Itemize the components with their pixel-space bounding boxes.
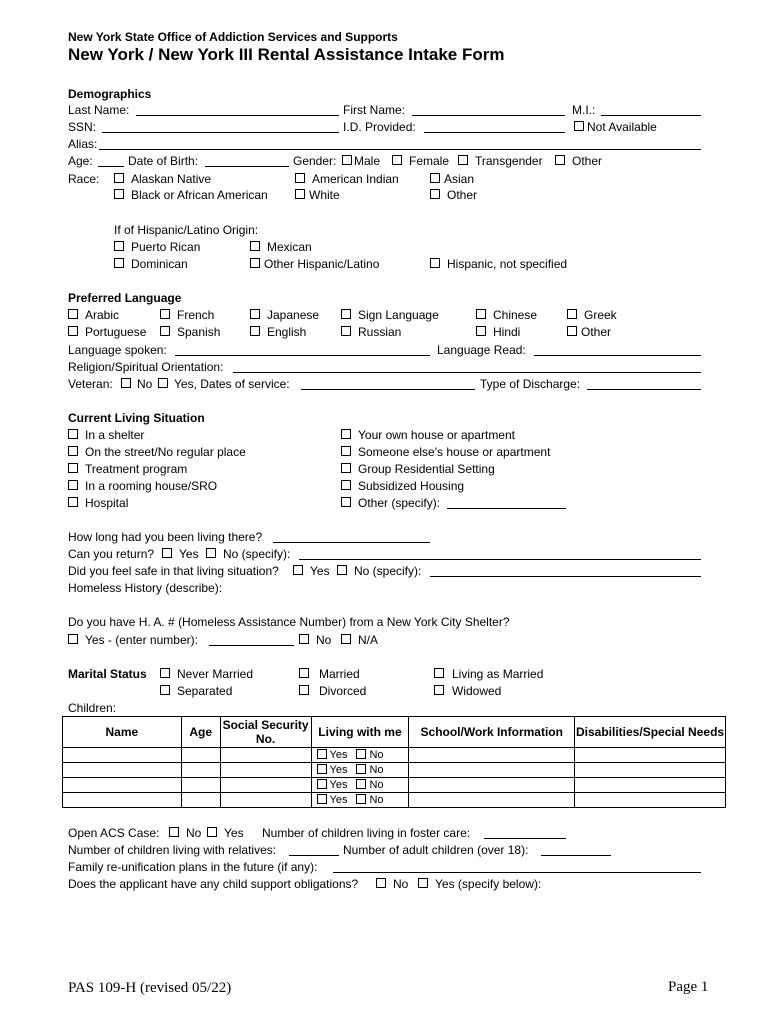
id-provided-label: I.D. Provided: [343, 120, 416, 134]
widowed-checkbox[interactable] [434, 685, 444, 695]
race-american-indian-checkbox[interactable] [295, 173, 305, 183]
adult-children-label: Number of adult children (over 18): [343, 843, 529, 857]
race-asian-checkbox[interactable] [430, 173, 440, 183]
hispanic-origin-label: If of Hispanic/Latino Origin: [114, 223, 259, 237]
gender-female-checkbox[interactable] [392, 155, 402, 165]
child-disabilities-cell[interactable] [575, 793, 726, 808]
lang-english-checkbox[interactable] [250, 326, 260, 336]
children-table [62, 716, 726, 808]
living-with-me-cell [311, 793, 409, 808]
lang-french-checkbox[interactable] [160, 309, 170, 319]
child-school-cell[interactable] [409, 778, 575, 793]
living-with-me-cell [311, 763, 409, 778]
divorced-label: Divorced [319, 684, 367, 698]
children-label: Children: [68, 701, 117, 715]
living-heading: Current Living Situation [68, 411, 205, 425]
table-row [63, 793, 726, 808]
living-street-label: On the street/No regular place [85, 445, 246, 459]
race-alaskan-checkbox[interactable] [114, 173, 124, 183]
child-name-cell[interactable] [63, 778, 182, 793]
col-name: Name [63, 717, 182, 748]
lang-russian-checkbox[interactable] [341, 326, 351, 336]
feel-safe-label: Did you feel safe in that living situation? [68, 564, 279, 578]
religion-field[interactable] [233, 372, 701, 373]
race-alaskan-label: Alaskan Native [131, 172, 212, 186]
child-name-cell[interactable] [63, 748, 182, 763]
feel-safe-yes-label: Yes [310, 564, 330, 578]
living-subsidized-checkbox[interactable] [341, 480, 351, 490]
homeless-history-label: Homeless History (describe): [68, 581, 223, 595]
alias-label: Alias: [68, 137, 98, 151]
col-living-with-me: Living with me [311, 717, 409, 748]
lang-japanese-checkbox[interactable] [250, 309, 260, 319]
lang-portuguese-label: Portuguese [85, 325, 147, 339]
with-relatives-field[interactable] [289, 855, 339, 856]
ssn-field[interactable] [102, 132, 339, 133]
living-no-checkbox[interactable] [356, 764, 366, 774]
child-ssn-cell[interactable] [220, 763, 311, 778]
living-rooming-label: In a rooming house/SRO [85, 479, 218, 493]
first-name-field[interactable] [412, 115, 565, 116]
acs-yes-label: Yes [224, 826, 244, 840]
ha-na-label: N/A [358, 633, 379, 647]
lang-sign-label: Sign Language [358, 308, 439, 322]
not-available-label: Not Available [587, 120, 657, 134]
can-return-yes-checkbox[interactable] [162, 548, 172, 558]
table-row [63, 778, 726, 793]
living-shelter-label: In a shelter [85, 428, 145, 442]
living-other-field[interactable] [447, 508, 566, 509]
how-long-field[interactable] [273, 542, 430, 543]
separated-label: Separated [177, 684, 233, 698]
discharge-field[interactable] [587, 389, 701, 390]
feel-safe-no-label: No (specify): [354, 564, 422, 578]
child-support-label: Does the applicant have any child support obligations? [68, 877, 359, 891]
col-disabilities: Disabilities/Special Needs [575, 717, 726, 748]
acs-no-label: No [186, 826, 202, 840]
living-with-me-cell [311, 778, 409, 793]
last-name-field[interactable] [136, 115, 339, 116]
can-return-no-checkbox[interactable] [206, 548, 216, 558]
lang-spanish-label: Spanish [177, 325, 221, 339]
foster-field[interactable] [484, 838, 566, 839]
feel-safe-yes-checkbox[interactable] [293, 565, 303, 575]
form-title: New York / New York III Rental Assistance Intake Form [68, 45, 505, 64]
ha-na-checkbox[interactable] [341, 634, 351, 644]
col-age: Age [181, 717, 220, 748]
page-number: Page 1 [668, 979, 709, 995]
living-yes-checkbox[interactable] [317, 779, 327, 789]
living-own-house-checkbox[interactable] [341, 429, 351, 439]
living-group-checkbox[interactable] [341, 463, 351, 473]
child-age-cell[interactable] [181, 748, 220, 763]
race-asian-label: Asian [444, 172, 475, 186]
foster-label: Number of children living in foster care: [262, 826, 471, 840]
child-name-cell[interactable] [63, 793, 182, 808]
other-hispanic-label: Other Hispanic/Latino [264, 257, 380, 271]
lang-other-label: Other [581, 325, 612, 339]
col-school-work: School/Work Information [409, 717, 575, 748]
reunification-label: Family re-unification plans in the future (if any): [68, 860, 318, 874]
living-as-married-label: Living as Married [452, 667, 544, 681]
lang-english-label: English [267, 325, 307, 339]
race-american-indian-label: American Indian [312, 172, 399, 186]
mi-field[interactable] [601, 115, 701, 116]
child-ssn-cell[interactable] [220, 793, 311, 808]
lang-hindi-checkbox[interactable] [476, 326, 486, 336]
lang-other-checkbox[interactable] [567, 326, 577, 336]
dob-field[interactable] [205, 166, 289, 167]
living-no-label: No [369, 764, 384, 776]
living-someone-else-label: Someone else's house or apartment [358, 445, 551, 459]
lang-arabic-checkbox[interactable] [68, 309, 78, 319]
living-no-label: No [369, 794, 384, 806]
child-school-cell[interactable] [409, 793, 575, 808]
race-label: Race: [68, 172, 100, 186]
table-row [63, 763, 726, 778]
reunification-field[interactable] [333, 872, 701, 873]
child-age-cell[interactable] [181, 778, 220, 793]
child-school-cell[interactable] [409, 748, 575, 763]
veteran-yes-label: Yes, Dates of service: [174, 377, 290, 391]
mexican-label: Mexican [267, 240, 312, 254]
dominican-checkbox[interactable] [114, 258, 124, 268]
ha-number-field[interactable] [209, 645, 294, 646]
child-disabilities-cell[interactable] [575, 763, 726, 778]
ha-no-checkbox[interactable] [299, 634, 309, 644]
child-ssn-cell[interactable] [220, 748, 311, 763]
veteran-label: Veteran: [68, 377, 113, 391]
child-ssn-cell[interactable] [220, 778, 311, 793]
race-black-checkbox[interactable] [114, 189, 124, 199]
living-hospital-label: Hospital [85, 496, 129, 510]
puerto-rican-checkbox[interactable] [114, 241, 124, 251]
alias-field[interactable] [99, 149, 701, 150]
table-row [63, 748, 726, 763]
living-yes-label: Yes [329, 764, 348, 776]
child-age-cell[interactable] [181, 793, 220, 808]
first-name-label: First Name: [343, 103, 406, 117]
acs-yes-checkbox[interactable] [207, 827, 217, 837]
ssn-label: SSN: [68, 120, 97, 134]
veteran-no-checkbox[interactable] [121, 378, 131, 388]
living-group-label: Group Residential Setting [358, 462, 495, 476]
religion-label: Religion/Spiritual Orientation: [68, 360, 224, 374]
lang-chinese-checkbox[interactable] [476, 309, 486, 319]
child-disabilities-cell[interactable] [575, 778, 726, 793]
gender-label: Gender: [293, 154, 337, 168]
living-someone-else-checkbox[interactable] [341, 446, 351, 456]
gender-male-label: Male [354, 154, 381, 168]
race-black-label: Black or African American [131, 188, 268, 202]
living-with-me-cell [311, 748, 409, 763]
feel-safe-no-checkbox[interactable] [337, 565, 347, 575]
children-table-header [63, 717, 726, 748]
divorced-checkbox[interactable] [299, 685, 309, 695]
acs-no-checkbox[interactable] [169, 827, 179, 837]
service-dates-field[interactable] [301, 389, 475, 390]
child-age-cell[interactable] [181, 763, 220, 778]
living-yes-checkbox[interactable] [317, 764, 327, 774]
can-return-label: Can you return? [68, 547, 155, 561]
puerto-rican-label: Puerto Rican [131, 240, 201, 254]
lang-greek-label: Greek [584, 308, 617, 322]
last-name-label: Last Name: [68, 103, 130, 117]
lang-spanish-checkbox[interactable] [160, 326, 170, 336]
gender-female-label: Female [409, 154, 450, 168]
mi-label: M.I.: [572, 103, 596, 117]
separated-checkbox[interactable] [160, 685, 170, 695]
ha-yes-label: Yes - (enter number): [85, 633, 198, 647]
feel-safe-specify-field[interactable] [430, 576, 701, 577]
language-spoken-label: Language spoken: [68, 343, 167, 357]
ha-question: Do you have H. A. # (Homeless Assistance Number) from a New York City Shelter? [68, 615, 510, 629]
ha-yes-checkbox[interactable] [68, 634, 78, 644]
living-street-checkbox[interactable] [68, 446, 78, 456]
lang-greek-checkbox[interactable] [567, 309, 577, 319]
child-support-no-label: No [393, 877, 409, 891]
lang-russian-label: Russian [358, 325, 402, 339]
lang-japanese-label: Japanese [267, 308, 320, 322]
other-hispanic-checkbox[interactable] [250, 258, 260, 268]
living-yes-label: Yes [329, 794, 348, 806]
dob-label: Date of Birth: [128, 154, 199, 168]
mexican-checkbox[interactable] [250, 241, 260, 251]
gender-transgender-checkbox[interactable] [458, 155, 468, 165]
language-read-label: Language Read: [437, 343, 526, 357]
can-return-no-label: No (specify): [223, 547, 291, 561]
gender-other-label: Other [572, 154, 603, 168]
living-hospital-checkbox[interactable] [68, 497, 78, 507]
hispanic-not-specified-checkbox[interactable] [430, 258, 440, 268]
ha-no-label: No [316, 633, 332, 647]
child-support-no-checkbox[interactable] [376, 878, 386, 888]
how-long-label: How long had you been living there? [68, 530, 263, 544]
race-other-label: Other [447, 188, 478, 202]
living-yes-checkbox[interactable] [317, 794, 327, 804]
form-id: PAS 109-H (revised 05/22) [68, 980, 232, 996]
living-other-label: Other (specify): [358, 496, 441, 510]
living-yes-label: Yes [329, 749, 348, 761]
can-return-specify-field[interactable] [299, 559, 701, 560]
age-field[interactable] [98, 166, 124, 167]
lang-hindi-label: Hindi [493, 325, 521, 339]
living-no-label: No [369, 779, 384, 791]
id-provided-field[interactable] [424, 132, 565, 133]
living-shelter-checkbox[interactable] [68, 429, 78, 439]
age-label: Age: [68, 154, 93, 168]
living-own-house-label: Your own house or apartment [358, 428, 515, 442]
language-heading: Preferred Language [68, 291, 182, 305]
dominican-label: Dominican [131, 257, 188, 271]
race-white-checkbox[interactable] [295, 189, 305, 199]
living-no-checkbox[interactable] [356, 794, 366, 804]
married-label: Married [319, 667, 360, 681]
col-ssn: Social Security No. [220, 717, 311, 748]
language-read-field[interactable] [534, 355, 701, 356]
marital-label: Marital Status [68, 667, 147, 681]
lang-sign-checkbox[interactable] [341, 309, 351, 319]
demographics-heading: Demographics [68, 87, 152, 101]
lang-portuguese-checkbox[interactable] [68, 326, 78, 336]
child-support-yes-checkbox[interactable] [418, 878, 428, 888]
race-other-checkbox[interactable] [430, 189, 440, 199]
never-married-label: Never Married [177, 667, 254, 681]
veteran-no-label: No [137, 377, 153, 391]
married-checkbox[interactable] [299, 668, 309, 678]
adult-children-field[interactable] [541, 855, 611, 856]
discharge-label: Type of Discharge: [480, 377, 581, 391]
living-as-married-checkbox[interactable] [434, 668, 444, 678]
child-support-yes-label: Yes (specify below): [435, 877, 542, 891]
child-name-cell[interactable] [63, 763, 182, 778]
org-name: New York State Office of Addiction Services and Supports [68, 30, 398, 44]
child-school-cell[interactable] [409, 763, 575, 778]
veteran-yes-checkbox[interactable] [158, 378, 168, 388]
living-no-label: No [369, 749, 384, 761]
living-treatment-label: Treatment program [85, 462, 188, 476]
living-no-checkbox[interactable] [356, 779, 366, 789]
gender-transgender-label: Transgender [475, 154, 543, 168]
living-yes-label: Yes [329, 779, 348, 791]
living-yes-checkbox[interactable] [317, 749, 327, 759]
gender-other-checkbox[interactable] [555, 155, 565, 165]
living-treatment-checkbox[interactable] [68, 463, 78, 473]
living-rooming-checkbox[interactable] [68, 480, 78, 490]
living-subsidized-label: Subsidized Housing [358, 479, 465, 493]
child-disabilities-cell[interactable] [575, 748, 726, 763]
race-white-label: White [309, 188, 340, 202]
lang-chinese-label: Chinese [493, 308, 538, 322]
language-spoken-field[interactable] [175, 355, 430, 356]
widowed-label: Widowed [452, 684, 502, 698]
gender-male-checkbox[interactable] [342, 155, 352, 165]
not-available-checkbox[interactable] [574, 121, 584, 131]
never-married-checkbox[interactable] [160, 668, 170, 678]
can-return-yes-label: Yes [179, 547, 199, 561]
lang-arabic-label: Arabic [85, 308, 120, 322]
living-no-checkbox[interactable] [356, 749, 366, 759]
living-other-checkbox[interactable] [341, 497, 351, 507]
lang-french-label: French [177, 308, 215, 322]
open-acs-label: Open ACS Case: [68, 826, 160, 840]
hispanic-not-specified-label: Hispanic, not specified [447, 257, 568, 271]
with-relatives-label: Number of children living with relatives: [68, 843, 277, 857]
